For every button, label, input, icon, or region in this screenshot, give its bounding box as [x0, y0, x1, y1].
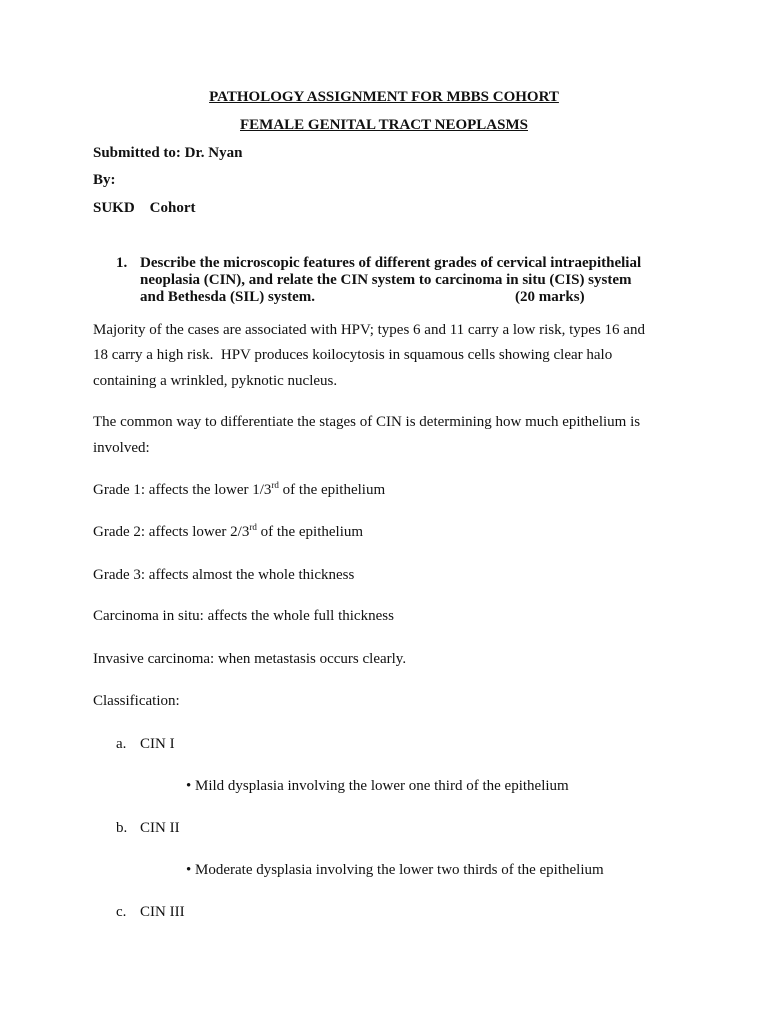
list-marker: b. [116, 820, 128, 836]
question-line: Describe the microscopic features of different grades of cervical intraepithelial [140, 255, 642, 271]
classification-heading: Classification: [93, 693, 180, 709]
list-item-label: CIN III [140, 904, 185, 920]
grade-1-tail: of the epithelium [278, 482, 386, 498]
list-item-label: CIN II [140, 820, 180, 836]
grade-2-line [93, 523, 363, 541]
submitted-to-line: Submitted to: Dr. Nyan [93, 145, 243, 161]
list-marker: c. [116, 904, 127, 920]
paragraph-line: Majority of the cases are associated with HPV; types 6 and 11 carry a low risk, types 16 and [93, 322, 645, 338]
cohort-line: SUKD Cohort [93, 200, 196, 216]
superscript: rd [271, 480, 279, 490]
grade-2-tail: of the epithelium [256, 524, 364, 540]
question-number: 1. [116, 255, 128, 271]
paragraph-line: 18 carry a high risk. HPV produces koilocytosis in squamous cells showing clear halo [93, 347, 613, 363]
list-marker: a. [116, 736, 127, 752]
grade-1-line [93, 481, 385, 499]
bullet-item: • Moderate dysplasia involving the lower two thirds of the epithelium [186, 862, 604, 878]
list-item-label: CIN I [140, 736, 175, 752]
document-subtitle: FEMALE GENITAL TRACT NEOPLASMS [240, 117, 528, 133]
grade-2-text: Grade 2: affects lower 2/3 [93, 524, 250, 540]
invasive-carcinoma-line: Invasive carcinoma: when metastasis occurs clearly. [93, 651, 407, 667]
grade-1-text: Grade 1: affects the lower 1/3 [93, 482, 272, 498]
grade-3-line: Grade 3: affects almost the whole thickness [93, 567, 355, 583]
document-title: PATHOLOGY ASSIGNMENT FOR MBBS COHORT [209, 89, 559, 105]
paragraph-line: The common way to differentiate the stages of CIN is determining how much epithelium is [93, 414, 641, 430]
superscript: rd [249, 522, 257, 532]
carcinoma-in-situ-line: Carcinoma in situ: affects the whole full thickness [93, 608, 394, 624]
paragraph-line: involved: [93, 440, 150, 456]
by-line: By: [93, 172, 116, 188]
question-line: neoplasia (CIN), and relate the CIN system to carcinoma in situ (CIS) system [140, 272, 632, 288]
question-line: and Bethesda (SIL) system. [140, 289, 316, 305]
paragraph-line: containing a wrinkled, pyknotic nucleus. [93, 373, 338, 389]
question-marks: (20 marks) [515, 289, 585, 305]
bullet-item: • Mild dysplasia involving the lower one third of the epithelium [186, 778, 569, 794]
